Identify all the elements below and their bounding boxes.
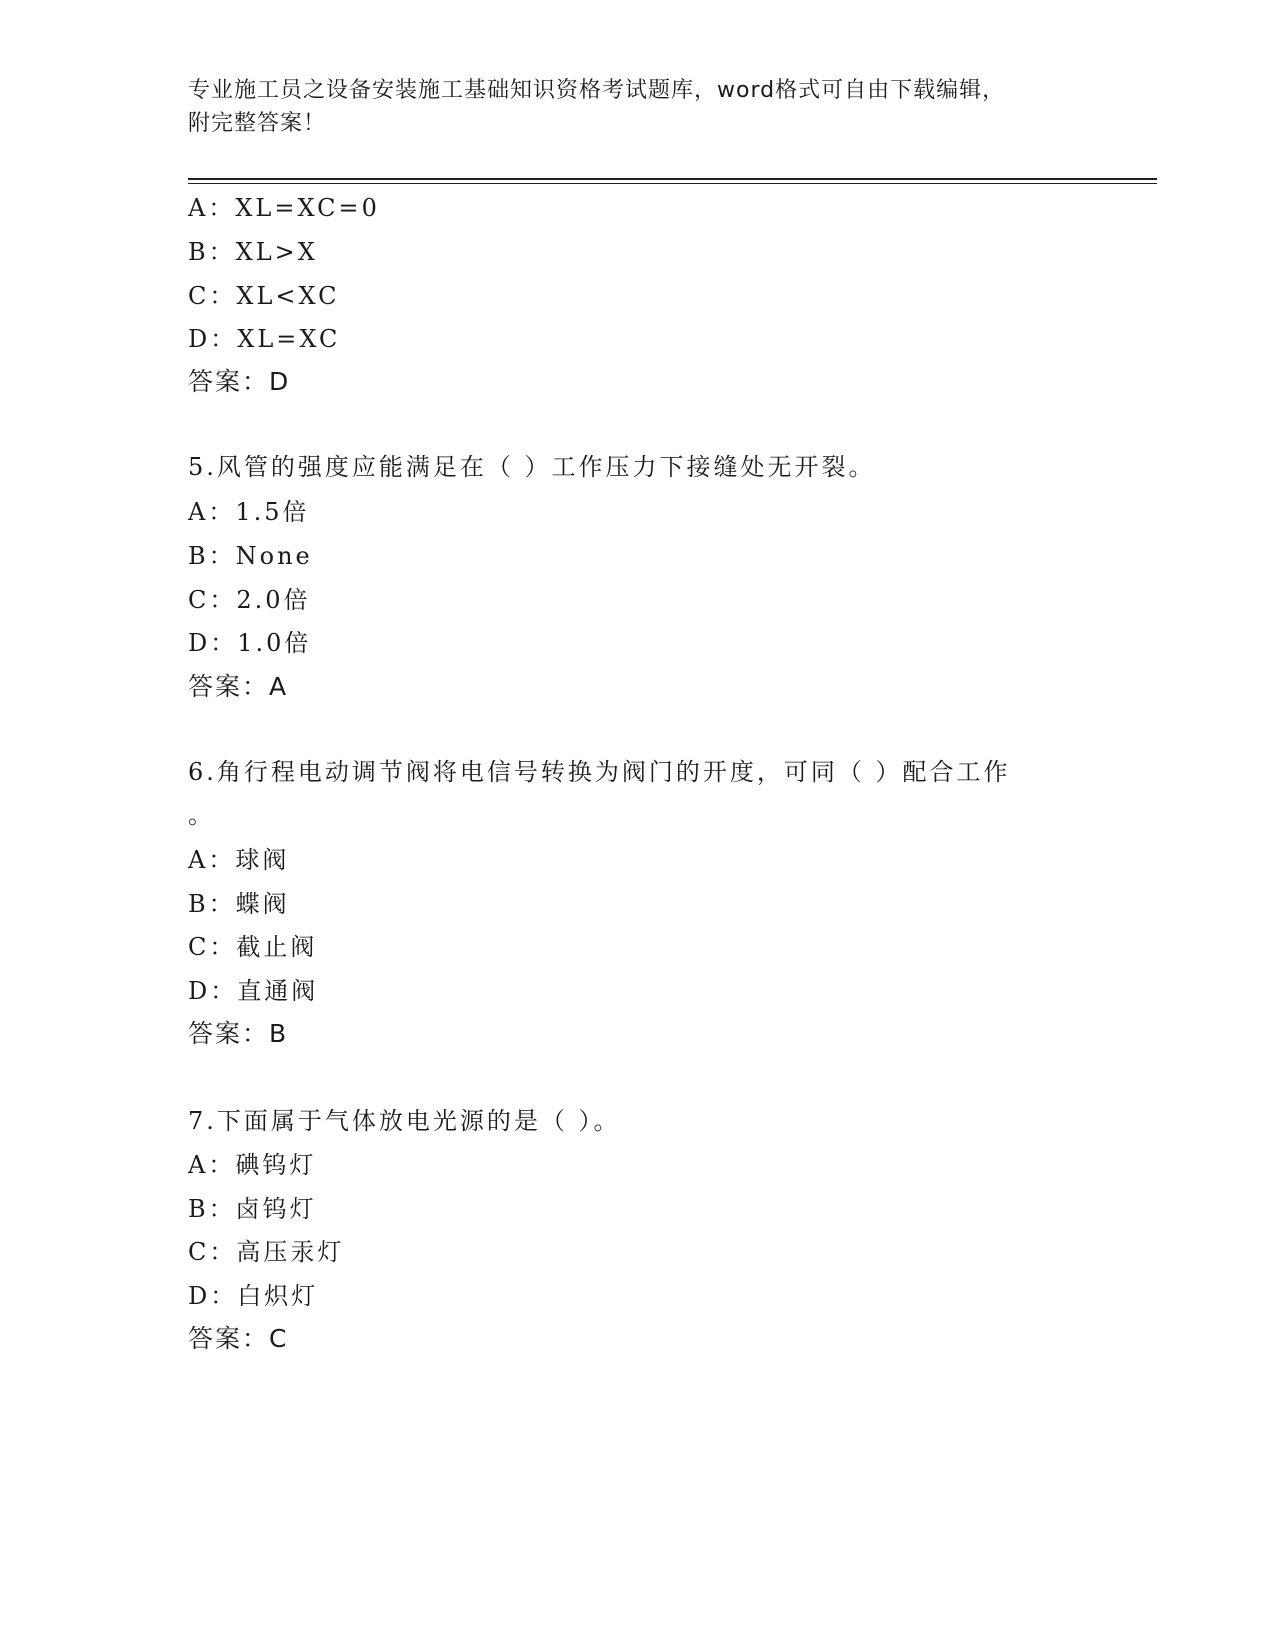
q7-answer: 答案：C [188,1324,289,1353]
q4-option-d: D：XL=XC [188,325,341,353]
q6-option-c: C：截止阀 [188,933,318,961]
q4-answer: 答案：D [188,367,291,396]
q5-option-c: C：2.0倍 [188,586,311,614]
header-line-1: 专业施工员之设备安装施工基础知识资格考试题库，word格式可自由下载编辑， [188,78,1006,103]
q7-option-c: C：高压汞灯 [188,1238,345,1266]
q5-question: 5.风管的强度应能满足在（ ）工作压力下接缝处无开裂。 [188,453,876,481]
q4-option-a: A：XL=XC=0 [188,194,380,222]
q4-option-b: B：XL>X [188,238,318,266]
q6-question-line-1: 6.角行程电动调节阀将电信号转换为阀门的开度，可同（ ）配合工作 [188,758,1011,786]
q5-option-a: A：1.5倍 [188,498,310,526]
header-divider-thin [188,183,1157,184]
q7-option-d: D：白炽灯 [188,1282,319,1310]
q6-option-d: D：直通阀 [188,977,319,1005]
q7-question: 7.下面属于气体放电光源的是（ ）。 [188,1107,621,1135]
q7-option-b: B：卤钨灯 [188,1195,317,1223]
q6-answer: 答案：B [188,1019,289,1048]
q5-option-b: B：None [188,542,313,570]
q6-option-b: B：蝶阀 [188,890,290,918]
document-header [188,74,1088,140]
q5-option-d: D：1.0倍 [188,629,312,657]
header-divider-thick [188,178,1157,180]
header-line-2: 附完整答案！ [188,111,327,136]
q7-option-a: A：碘钨灯 [188,1151,317,1179]
q5-answer: 答案：A [188,672,289,701]
q4-option-c: C：XL<XC [188,282,340,310]
q6-question-line-2: 。 [188,801,215,829]
q6-option-a: A：球阀 [188,846,290,874]
